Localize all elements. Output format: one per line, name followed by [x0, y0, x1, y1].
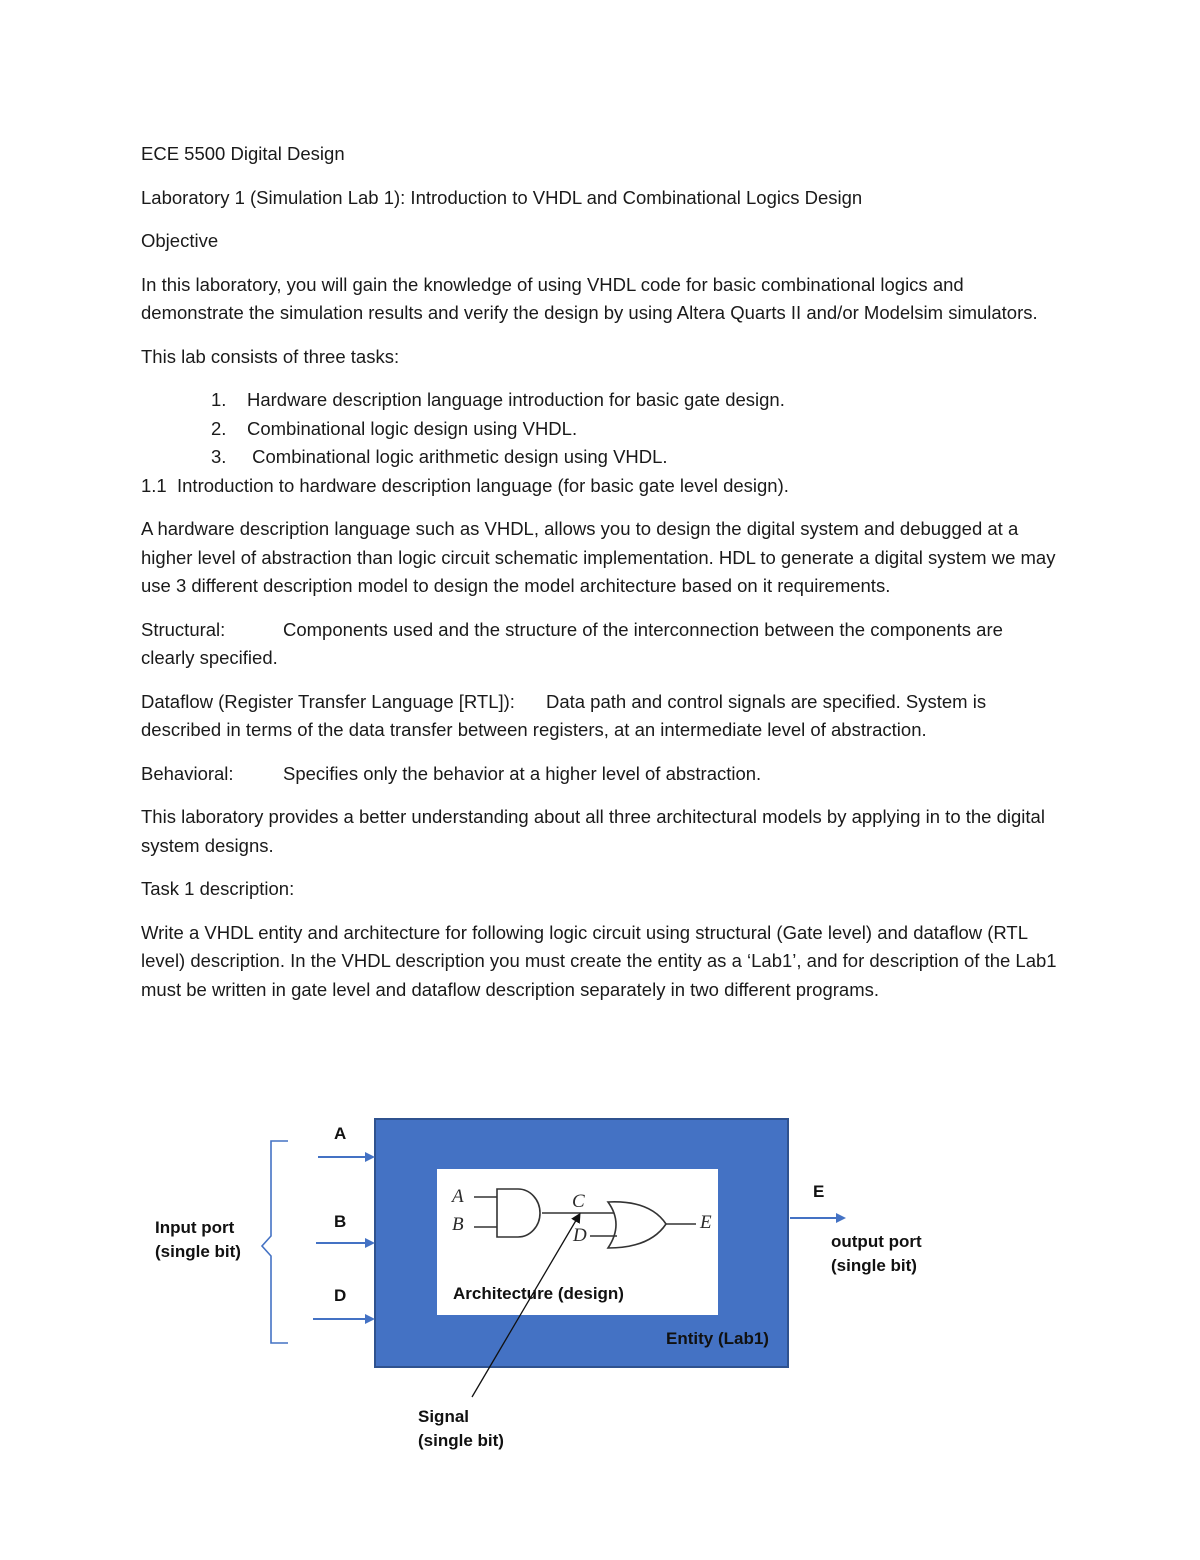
gate-input-b-label: B: [452, 1214, 464, 1235]
models-paragraph: This laboratory provides a better understanding about all three architectural models by applying in to the digital system designs.: [141, 806, 1045, 856]
objective-text: In this laboratory, you will gain the knowledge of using VHDL code for basic combinational logics and demonstrate the simulation results and verify the design by using Altera Quarts II and/or Modelsim simulators.: [141, 273, 1038, 323]
behavioral-term: Behavioral:: [141, 762, 234, 784]
gate-input-a-label: A: [452, 1186, 464, 1207]
input-port-label-line1: Input port: [155, 1218, 235, 1237]
gate-signal-c-label: C: [572, 1191, 585, 1212]
dataflow-definition: [141, 688, 1061, 745]
task-text: Combinational logic arithmetic design using VHDL.: [247, 446, 668, 467]
dataflow-desc: Data path and control signals are specified. System is described in terms of the data transfer between registers, at an intermediate level of abstraction.: [141, 690, 987, 740]
input-b-label: B: [334, 1212, 347, 1231]
lab-title: Laboratory 1 (Simulation Lab 1): Introduction to VHDL and Combinational Logics Design: [141, 186, 863, 208]
signal-label-line2: (single bit): [418, 1431, 504, 1450]
task-number: 1.: [211, 389, 227, 410]
hdl-paragraph: A hardware description language such as VHDL, allows you to design the digital system and debugged at a higher level of abstraction than logic circuit schematic implementation. HDL to generate a digital system we may use 3 different description model to design the model architecture based on it requirements.: [141, 518, 1056, 596]
architecture-label: Architecture (design): [453, 1284, 624, 1303]
task1-text: Write a VHDL entity and architecture for following logic circuit using structural (Gate level) and dataflow (RTL level) description. In the VHDL description you must create the entity as a ‘Lab1’, and for description of the Lab1 must be written in gate level and dataflow description separately in two different programs.: [141, 921, 1057, 1000]
task-item: [141, 443, 1061, 472]
input-bracket: [262, 1141, 288, 1343]
structural-desc: Components used and the structure of the interconnection between the components are clearly specified.: [141, 618, 1003, 668]
behavioral-desc: Specifies only the behavior at a higher level of abstraction.: [283, 762, 762, 784]
task-text: Combinational logic design using VHDL.: [247, 417, 578, 439]
entity-label: Entity (Lab1): [666, 1329, 769, 1348]
task-text: Hardware description language introduction for basic gate design.: [247, 389, 785, 410]
task-number: 3.: [211, 446, 227, 467]
gate-input-d-label: D: [573, 1225, 587, 1246]
task-number: 2.: [211, 417, 227, 439]
diagram-graphics: [0, 1100, 1200, 1560]
input-d-label: D: [334, 1286, 347, 1305]
objective-heading: Objective: [141, 230, 219, 251]
dataflow-term: Dataflow (Register Transfer Language [RTL]):: [141, 690, 515, 712]
entity-diagram: [0, 1100, 1200, 1560]
tasks-intro: This lab consists of three tasks:: [141, 345, 400, 367]
course-title: ECE 5500 Digital Design: [141, 143, 345, 164]
gate-output-e-label: E: [700, 1212, 712, 1233]
behavioral-definition: [141, 760, 1061, 789]
input-port-label-line2: (single bit): [155, 1242, 241, 1261]
input-a-label: A: [334, 1124, 347, 1143]
structural-term: Structural:: [141, 618, 226, 640]
structural-definition: [141, 616, 1061, 673]
document-body: [141, 140, 1061, 1019]
output-port-label-line1: output port: [831, 1232, 922, 1251]
task-item: [141, 386, 1061, 415]
signal-label-line1: Signal: [418, 1407, 470, 1426]
task1-heading: Task 1 description:: [141, 878, 295, 899]
output-e-label: E: [813, 1182, 825, 1201]
task-list: [141, 386, 1061, 472]
section-heading: 1.1 Introduction to hardware description language (for basic gate level design).: [141, 474, 789, 496]
task-item: [141, 415, 1061, 444]
output-port-label-line2: (single bit): [831, 1256, 917, 1275]
